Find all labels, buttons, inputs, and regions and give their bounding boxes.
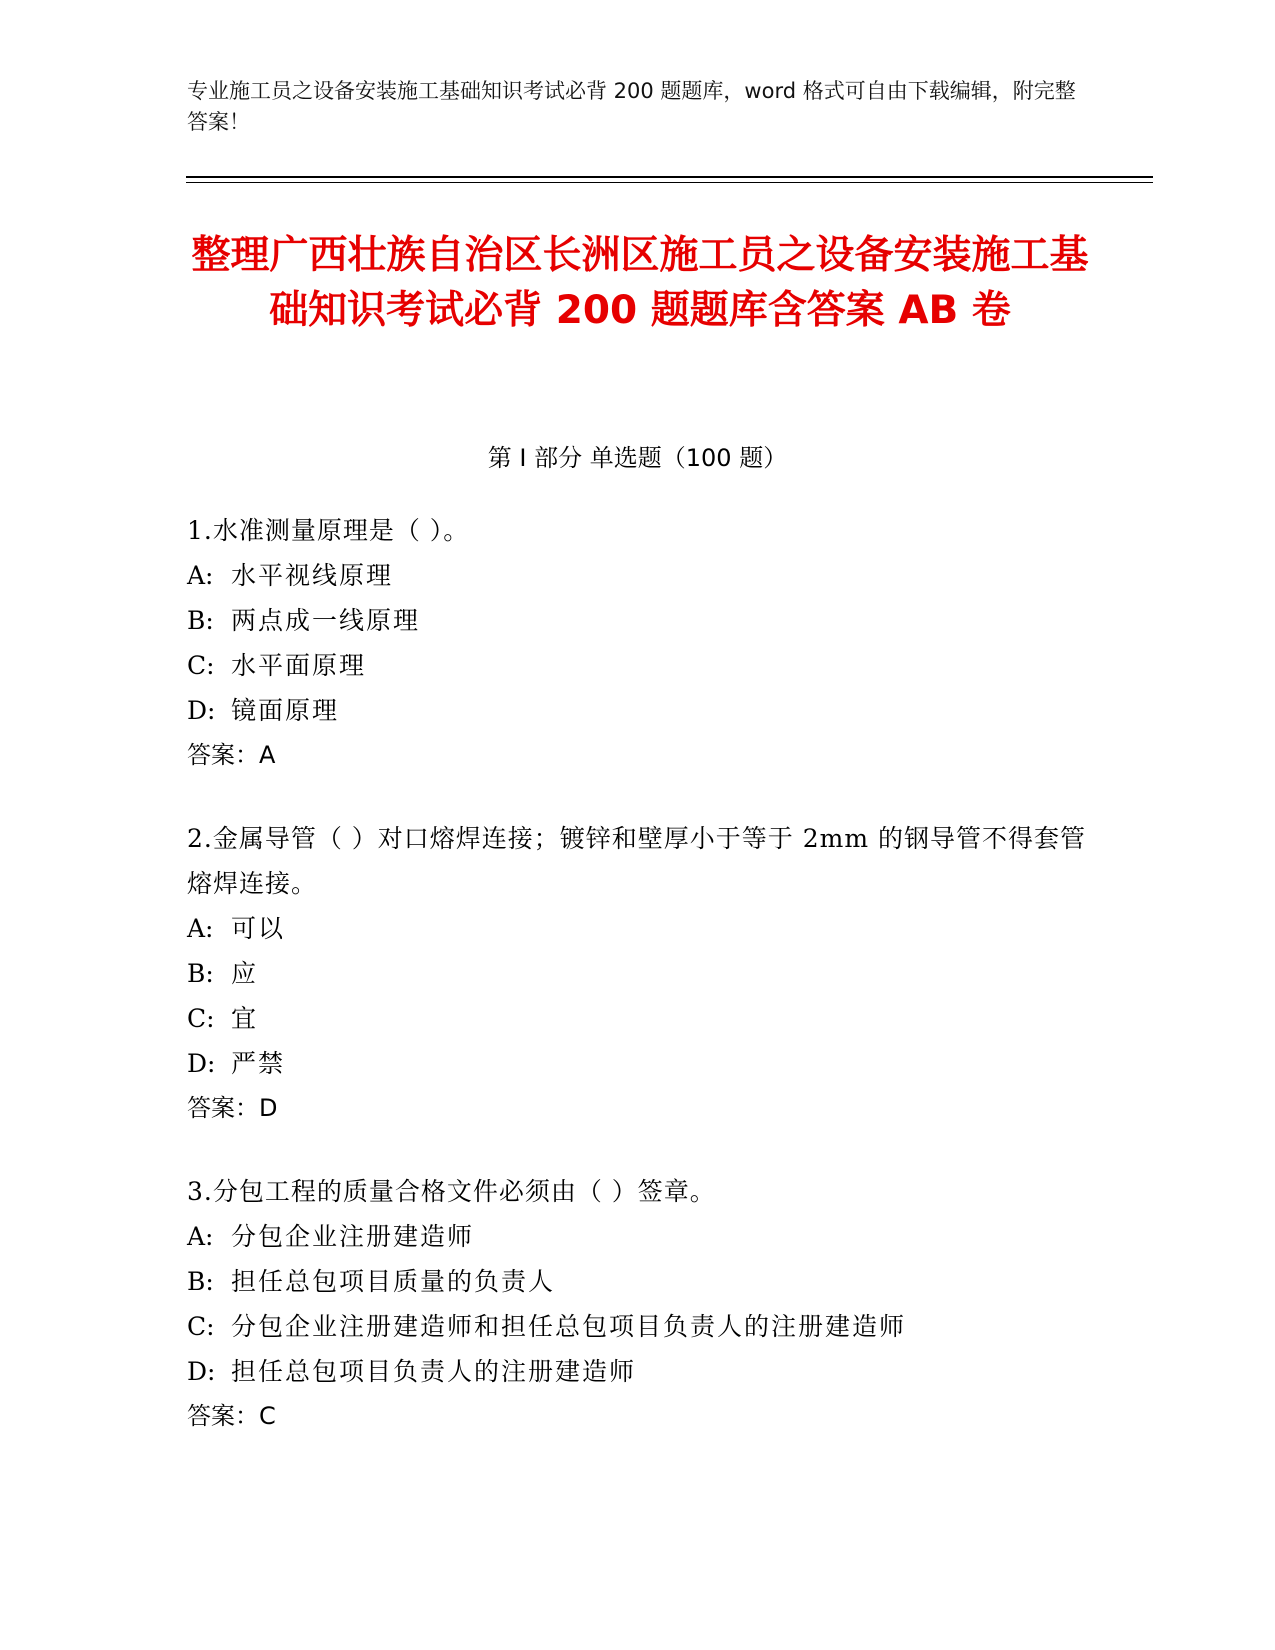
option-label: D:: [187, 1357, 216, 1386]
option-label: B:: [187, 1267, 214, 1296]
option-d: [187, 1349, 1087, 1394]
option-b: [187, 598, 1087, 643]
option-text: 应: [231, 959, 259, 988]
option-label: C:: [187, 1004, 215, 1033]
question-stem: 3.分包工程的质量合格文件必须由（ ）签章。: [187, 1177, 716, 1206]
option-text: 担任总包项目质量的负责人: [231, 1267, 556, 1296]
header-divider-thin: [186, 182, 1153, 183]
option-text: 分包企业注册建造师和担任总包项目负责人的注册建造师: [231, 1312, 907, 1341]
option-label: C:: [187, 651, 215, 680]
header-note: 专业施工员之设备安装施工基础知识考试必背 200 题题库，word 格式可自由下载编辑，附完整答案！: [187, 79, 1076, 134]
question-stem: 2.金属导管（ ）对口熔焊连接；镀锌和壁厚小于等于 2mm 的钢导管不得套管熔焊连接。: [187, 824, 1087, 898]
option-label: B:: [187, 606, 214, 635]
option-text: 两点成一线原理: [231, 606, 421, 635]
answer: 答案：C: [187, 1402, 276, 1430]
option-text: 分包企业注册建造师: [231, 1222, 475, 1251]
option-text: 严禁: [231, 1049, 286, 1078]
option-label: D:: [187, 1049, 216, 1078]
question-1: [187, 508, 1087, 778]
option-a: [187, 553, 1087, 598]
option-label: B:: [187, 959, 214, 988]
section-title: 第 I 部分 单选题（100 题）: [487, 444, 788, 472]
option-text: 可以: [231, 914, 286, 943]
option-d: [187, 1041, 1087, 1086]
question-2: [187, 816, 1087, 1131]
option-a: [187, 906, 1087, 951]
option-text: 担任总包项目负责人的注册建造师: [231, 1357, 637, 1386]
option-c: [187, 643, 1087, 688]
answer: 答案：A: [187, 741, 276, 769]
header-divider-thick: [186, 176, 1153, 178]
option-a: [187, 1214, 1087, 1259]
option-label: A:: [187, 561, 214, 590]
option-c: [187, 996, 1087, 1041]
document-title: 整理广西壮族自治区长洲区施工员之设备安装施工基础知识考试必背 200 题题库含答案 AB 卷: [191, 233, 1089, 333]
option-d: [187, 688, 1087, 733]
option-text: 水平视线原理: [231, 561, 394, 590]
option-label: A:: [187, 1222, 214, 1251]
option-label: C:: [187, 1312, 215, 1341]
option-b: [187, 951, 1087, 996]
option-c: [187, 1304, 1087, 1349]
option-text: 镜面原理: [231, 696, 340, 725]
answer: 答案：D: [187, 1094, 278, 1122]
option-label: D:: [187, 696, 216, 725]
option-label: A:: [187, 914, 214, 943]
question-stem: 1.水准测量原理是（ ）。: [187, 516, 470, 545]
option-text: 水平面原理: [231, 651, 367, 680]
option-text: 宜: [231, 1004, 259, 1033]
option-b: [187, 1259, 1087, 1304]
question-3: [187, 1169, 1087, 1439]
